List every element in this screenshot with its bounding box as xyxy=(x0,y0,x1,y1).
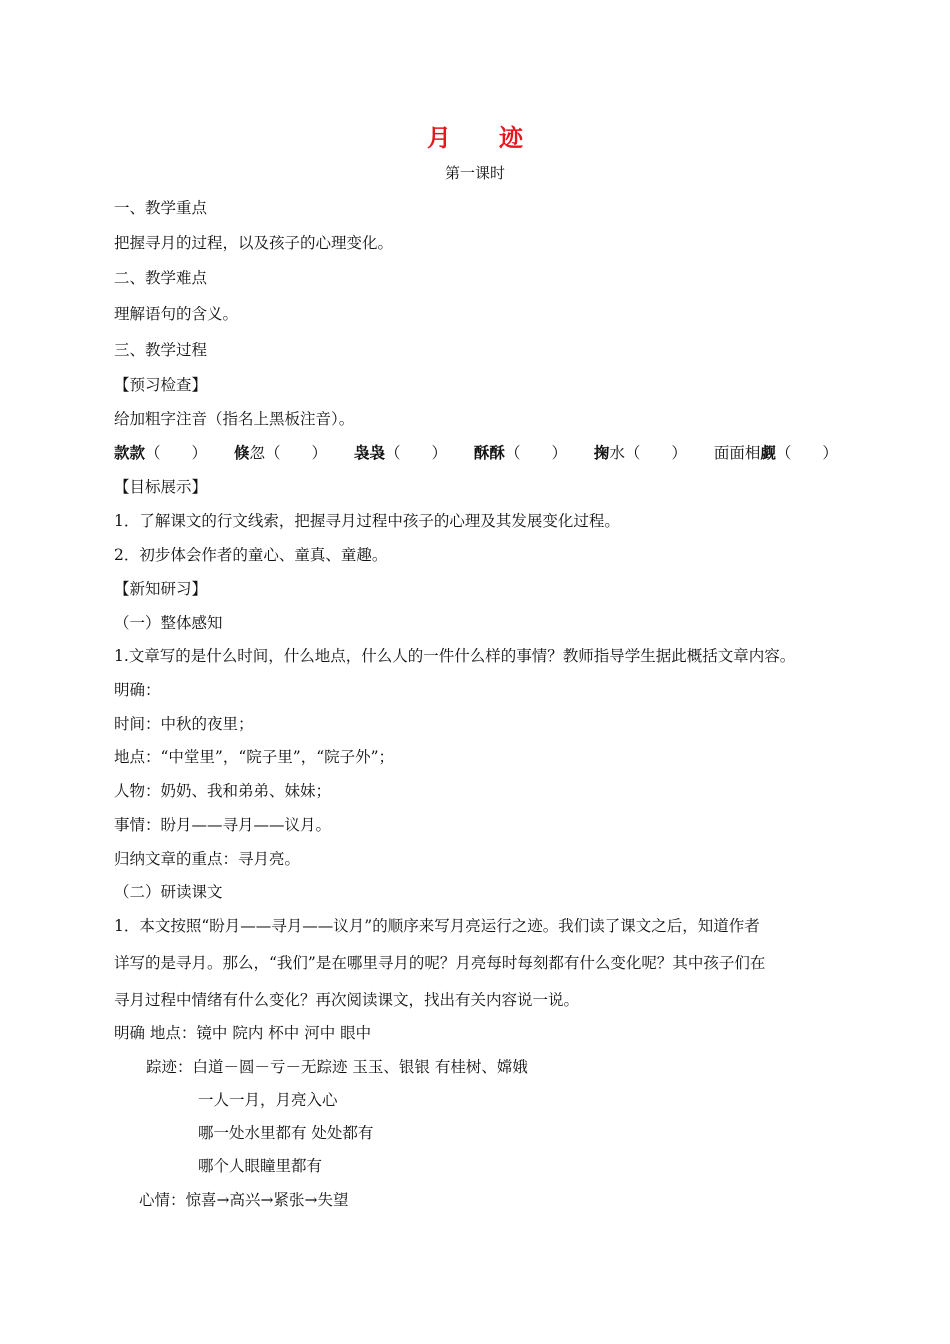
pinyin-item xyxy=(234,443,327,463)
pinyin-blank: （ ） xyxy=(775,444,838,462)
pinyin-blank: （ ） xyxy=(504,444,567,462)
pinyin-bold-word: 酥酥 xyxy=(473,443,505,462)
question-2-line-3: 寻月过程中情绪有什么变化？再次阅读课文，找出有关内容说一说。 xyxy=(114,991,580,1009)
goals-heading: 【目标展示】 xyxy=(114,478,208,496)
preview-instruction: 给加粗字注音（指名上黑板注音）。 xyxy=(114,410,355,428)
pinyin-bold-word: 袅袅 xyxy=(353,443,385,462)
pinyin-normal-word: 面面相 xyxy=(713,444,761,462)
answer-label: 明确： xyxy=(114,681,161,699)
pinyin-normal-word: 忽 xyxy=(249,444,265,462)
answer-trace-3: 哪一处水里都有 处处都有 xyxy=(198,1124,374,1142)
answer-event: 事情：盼月——寻月——议月。 xyxy=(114,816,332,834)
question-1: 1.文章写的是什么时间，什么地点，什么人的一件什么样的事情？教师指导学生据此概括文章内容。 xyxy=(114,647,796,665)
pinyin-blank: （ ） xyxy=(624,444,687,462)
section-heading-focus: 一、教学重点 xyxy=(114,199,208,217)
pinyin-normal-word: 水 xyxy=(609,444,625,462)
preview-heading xyxy=(114,375,207,395)
pinyin-item xyxy=(714,443,838,463)
answer-mood: 心情：惊喜→高兴→紧张→失望 xyxy=(139,1191,349,1209)
pinyin-item xyxy=(474,443,567,463)
answer-place: 地点：“中堂里”，“院子里”，“院子外”； xyxy=(114,748,395,766)
section-text-difficulty: 理解语句的含义。 xyxy=(114,305,239,323)
answer-trace-4: 哪个人眼瞳里都有 xyxy=(198,1157,323,1175)
section-heading-process: 三、教学过程 xyxy=(114,341,208,359)
part2-heading: （二）研读课文 xyxy=(114,883,223,901)
pinyin-blank: （ ） xyxy=(145,444,208,462)
pinyin-bold-word: 掬 xyxy=(593,443,610,462)
answer-trace-2: 一人一月，月亮入心 xyxy=(198,1091,338,1109)
goal-item-1: 1．了解课文的行文线索，把握寻月过程中孩子的心理及其发展变化过程。 xyxy=(114,512,620,530)
title-char-1: 月 xyxy=(427,123,451,152)
preview-heading-text: 【预习检查】 xyxy=(114,376,208,394)
question-2-line-1: 1．本文按照“盼月——寻月——议月”的顺序来写月亮运行之迹。我们读了课文之后，知道作者 xyxy=(114,917,760,935)
answer-trace: 踪迹：白道－圆－亏－无踪迹 玉玉、银银 有桂树、嫦娥 xyxy=(146,1058,528,1076)
pinyin-item xyxy=(594,443,687,463)
lesson-subtitle: 第一课时 xyxy=(444,164,505,182)
document-title xyxy=(0,118,950,153)
answer-people: 人物：奶奶、我和弟弟、妹妹； xyxy=(114,782,332,800)
pinyin-bold-word: 觑 xyxy=(760,443,776,462)
pinyin-bold-word: 倏 xyxy=(233,443,250,462)
pinyin-exercise-row xyxy=(114,443,860,463)
section-heading-difficulty: 二、教学难点 xyxy=(114,269,208,287)
answer-summary: 归纳文章的重点：寻月亮。 xyxy=(114,850,301,868)
answer-time: 时间：中秋的夜里； xyxy=(114,715,254,733)
pinyin-bold-word: 款款 xyxy=(114,443,146,462)
pinyin-blank: （ ） xyxy=(384,444,447,462)
question-2-line-2: 详写的是寻月。那么，“我们”是在哪里寻月的呢？月亮每时每刻都有什么变化呢？其中孩子们在 xyxy=(114,954,766,972)
study-heading: 【新知研习】 xyxy=(114,580,208,598)
pinyin-item xyxy=(354,443,447,463)
pinyin-blank: （ ） xyxy=(265,444,328,462)
pinyin-item xyxy=(114,443,207,463)
part1-heading: （一）整体感知 xyxy=(114,614,223,632)
section-text-focus: 把握寻月的过程，以及孩子的心理变化。 xyxy=(114,234,394,252)
answer-places: 明确 地点：镜中 院内 杯中 河中 眼中 xyxy=(114,1024,372,1042)
title-char-2: 迹 xyxy=(499,123,523,152)
goal-item-2: 2．初步体会作者的童心、童真、童趣。 xyxy=(114,546,388,564)
